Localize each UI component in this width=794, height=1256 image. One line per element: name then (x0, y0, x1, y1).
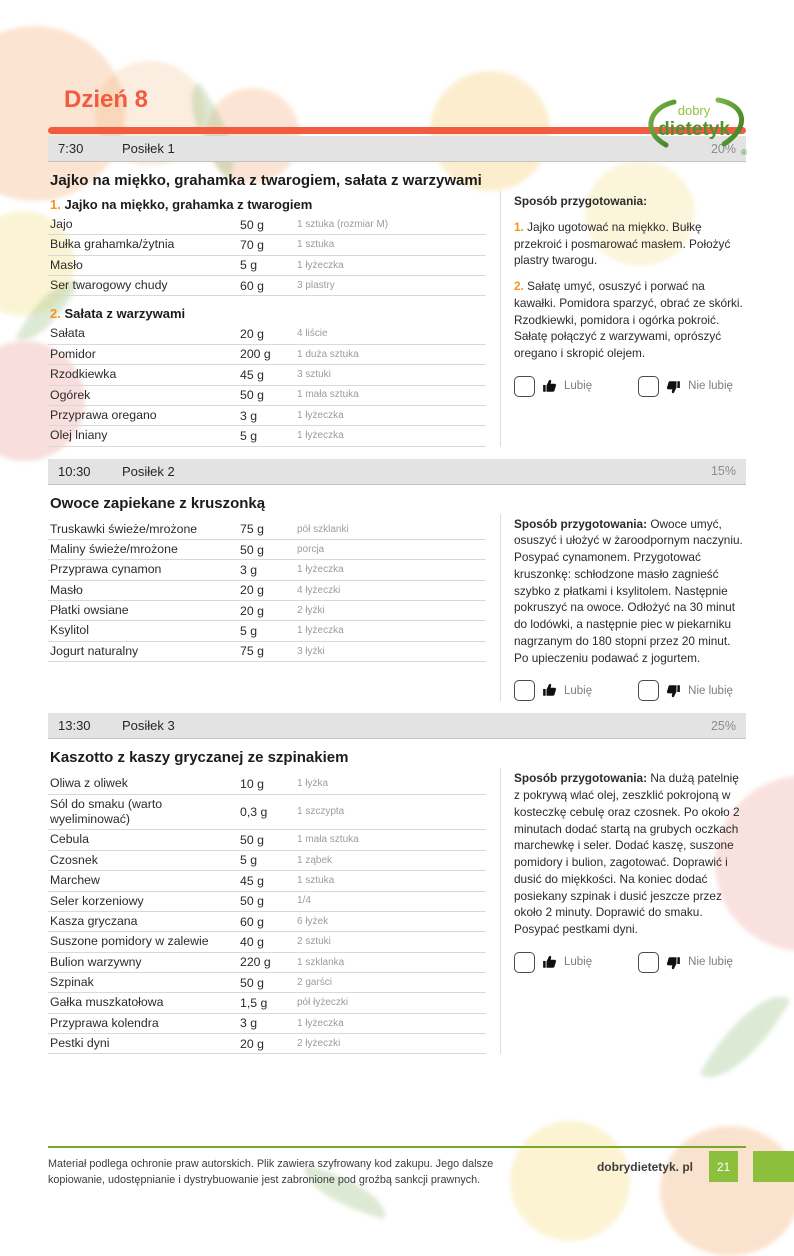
step-number: 2. (514, 279, 524, 293)
ingredient-amount: 45 g (240, 873, 264, 888)
subsection-name: Sałata z warzywami (64, 306, 186, 322)
ingredient-measure: 1 ząbek (297, 854, 333, 866)
ingredient-row (48, 345, 486, 365)
like-dislike-row (514, 680, 746, 701)
like-label: Lubię (564, 956, 593, 969)
thumbs-up-icon (542, 683, 557, 698)
green-edge-block (753, 1151, 794, 1182)
meal-time: 13:30 (58, 718, 91, 734)
ingredient-measure: 1 łyżeczka (297, 409, 344, 421)
ingredient-measure: 1 łyżeczka (297, 564, 344, 576)
ingredient-row (48, 871, 486, 891)
page-number-badge: 21 (709, 1151, 738, 1182)
ingredient-measure: 2 sztuki (297, 936, 331, 948)
ingredient-row (48, 426, 486, 446)
ingredient-amount: 3 g (240, 408, 258, 423)
ingredient-name: Rzodkiewka (50, 367, 117, 382)
ingredient-row (48, 932, 486, 952)
ingredient-measure: 2 łyżeczki (297, 1037, 341, 1049)
ingredient-name: Masło (50, 257, 83, 272)
thumbs-up-icon (542, 379, 557, 394)
ingredient-name: Przyprawa cynamon (50, 562, 162, 577)
like-checkbox[interactable] (514, 376, 535, 397)
ingredient-measure: 3 sztuki (297, 369, 331, 381)
ingredient-amount: 50 g (240, 894, 264, 909)
like-checkbox[interactable] (514, 680, 535, 701)
meal-section-3 (48, 713, 746, 1054)
logo-text-bottom: dietetyk (658, 119, 730, 140)
ingredient-measure: 1 szczypta (297, 806, 345, 818)
meal-section-2 (48, 459, 746, 702)
preparation-heading: Sposób przygotowania: (514, 516, 648, 531)
ingredient-row (48, 774, 486, 794)
ingredient-row (48, 520, 486, 540)
registered-mark: ® (741, 148, 747, 157)
ingredient-measure: 1 łyżeczka (297, 259, 344, 271)
ingredient-measure: 1 łyżeczka (297, 430, 344, 442)
ingredient-name: Suszone pomidory w zalewie (50, 934, 209, 949)
subsection-number: 2. (50, 306, 61, 322)
ingredient-amount: 200 g (240, 347, 271, 362)
like-group (514, 680, 592, 701)
ingredient-measure: 1 sztuka (297, 875, 335, 887)
ingredient-row (48, 365, 486, 385)
ingredient-measure: 3 plastry (297, 280, 335, 291)
ingredient-measure: 4 liście (297, 328, 328, 340)
ingredient-row (48, 386, 486, 406)
ingredient-amount: 1,5 g (240, 995, 268, 1010)
ingredients-table (48, 774, 486, 1054)
dislike-checkbox[interactable] (638, 680, 659, 701)
preparation-column (500, 514, 746, 702)
ingredient-name: Płatki owsiane (50, 603, 129, 618)
dislike-checkbox[interactable] (638, 952, 659, 973)
ingredient-name: Jajo (50, 217, 73, 231)
ingredient-row (48, 953, 486, 973)
ingredient-amount: 60 g (240, 278, 264, 293)
preparation-text (514, 516, 746, 667)
ingredient-name: Cebula (50, 832, 89, 847)
ingredient-measure: 1 duża sztuka (297, 348, 359, 360)
ingredient-name: Masło (50, 582, 83, 597)
preparation-heading: Sposób przygotowania: (514, 194, 648, 208)
ingredient-amount: 0,3 g (240, 805, 268, 820)
like-dislike-row (514, 376, 746, 397)
ingredient-amount: 20 g (240, 327, 264, 342)
ingredient-amount: 50 g (240, 388, 264, 403)
ingredient-row (48, 560, 486, 580)
dislike-label: Nie lubię (688, 380, 733, 393)
meal-header (48, 459, 746, 485)
subsection-heading (50, 197, 486, 212)
ingredient-row (48, 892, 486, 912)
step-text: Jajko ugotować na miękko. Bułkę przekroić i posmarować masłem. Położyć plastry twarogu. (514, 219, 731, 268)
ingredient-name: Szpinak (50, 974, 94, 989)
meal-section-1 (48, 136, 746, 447)
ingredient-name: Olej lniany (50, 428, 108, 443)
step-number: 1. (514, 219, 524, 234)
ingredient-name: Ksylitol (50, 623, 89, 638)
ingredient-measure: 1 sztuka (rozmiar M) (297, 218, 389, 230)
ingredient-name: Przyprawa kolendra (50, 1015, 159, 1030)
dislike-group (638, 952, 733, 973)
green-divider-line (48, 1146, 746, 1148)
like-group (514, 376, 592, 397)
ingredients-table (48, 215, 486, 296)
ingredient-amount: 20 g (240, 603, 264, 618)
diet-plan-page (0, 86, 794, 1054)
subsection-name: Jajko na miękko, grahamka z twarogiem (64, 197, 313, 212)
ingredient-name: Kasza gryczana (50, 913, 138, 928)
ingredient-name: Ser twarogowy chudy (50, 278, 168, 293)
ingredient-row (48, 276, 486, 296)
preparation-step (514, 219, 746, 269)
ingredient-name: Jogurt naturalny (50, 643, 139, 658)
ingredient-amount: 75 g (240, 644, 264, 659)
ingredient-amount: 20 g (240, 583, 264, 598)
ingredient-name: Gałka muszkatołowa (50, 995, 164, 1010)
like-checkbox[interactable] (514, 952, 535, 973)
ingredient-measure: 2 garści (297, 976, 333, 988)
ingredients-table (48, 520, 486, 663)
ingredients-column (48, 191, 500, 447)
ingredient-amount: 40 g (240, 934, 264, 949)
dislike-checkbox[interactable] (638, 376, 659, 397)
ingredient-name: Pestki dyni (50, 1036, 110, 1051)
ingredient-name: Bułka grahamka/żytnia (50, 237, 175, 252)
subsection-heading (50, 306, 486, 321)
ingredient-row (48, 235, 486, 255)
page-footer (0, 1146, 794, 1188)
ingredient-measure: pół łyżeczki (297, 997, 349, 1009)
meal-time: 7:30 (58, 141, 84, 156)
meal-percent: 25% (710, 718, 736, 733)
ingredient-row (48, 912, 486, 932)
ingredient-row (48, 406, 486, 426)
preparation-column (500, 768, 746, 1054)
ingredient-amount: 50 g (240, 217, 264, 232)
preparation-heading: Sposób przygotowania: (514, 771, 648, 786)
ingredient-amount: 3 g (240, 562, 258, 577)
dislike-label: Nie lubię (688, 956, 733, 969)
ingredient-amount: 60 g (240, 914, 264, 929)
ingredient-row (48, 973, 486, 993)
ingredient-name: Truskawki świeże/mrożone (50, 521, 198, 536)
meal-percent: 15% (710, 464, 736, 479)
ingredient-amount: 70 g (240, 238, 264, 253)
ingredient-row (48, 601, 486, 621)
ingredient-measure: 6 łyżek (297, 915, 329, 927)
dislike-label: Nie lubię (688, 684, 733, 697)
meal-label: Posiłek 1 (122, 141, 175, 156)
dislike-group (638, 680, 733, 701)
ingredient-measure: 4 łyżeczki (297, 584, 341, 596)
copyright-text: Materiał podlega ochronie praw autorskich. Plik zawiera szyfrowany kod zakupu. Jego dalsze kopiowanie, udostępnianie i dystrybuowanie jest zabronione pod groźbą sankcji prawnych. (48, 1158, 494, 1187)
preparation-step (514, 278, 746, 362)
ingredient-row (48, 830, 486, 850)
thumbs-down-icon (666, 955, 681, 970)
ingredient-amount: 50 g (240, 542, 264, 557)
ingredient-name: Bulion warzywny (50, 954, 142, 969)
ingredients-column (48, 514, 500, 702)
dobry-dietetyk-logo (638, 94, 750, 165)
meal-title: Jajko na miękko, grahamka z twarogiem, sałata z warzywami (50, 172, 482, 189)
subsection-number: 1. (50, 197, 61, 212)
ingredient-measure: 1 mała sztuka (297, 389, 359, 401)
ingredient-measure: 2 łyżki (297, 604, 325, 616)
ingredient-amount: 5 g (240, 853, 258, 868)
preparation-column (500, 191, 746, 447)
ingredient-amount: 5 g (240, 428, 258, 443)
ingredient-measure: 3 łyżki (297, 645, 325, 657)
site-name: dobrydietetyk. pl (596, 1160, 693, 1174)
ingredient-measure: 1 łyżeczka (297, 625, 344, 637)
ingredient-measure: 1 mała sztuka (297, 834, 359, 846)
meal-label: Posiłek 3 (122, 718, 175, 734)
ingredient-measure: 1/4 (297, 895, 311, 907)
page-title: Dzień 8 (64, 86, 149, 113)
meal-header (48, 713, 746, 739)
meal-time: 10:30 (58, 463, 91, 479)
ingredient-row (48, 1034, 486, 1054)
ingredient-row (48, 621, 486, 641)
ingredient-row (48, 851, 486, 871)
ingredient-measure: 1 szklanka (297, 956, 345, 968)
ingredient-measure: pół szklanki (297, 523, 349, 535)
ingredient-measure: 1 łyżeczka (297, 1017, 344, 1029)
ingredient-row (48, 324, 486, 344)
ingredient-row (48, 540, 486, 560)
ingredient-row (48, 993, 486, 1013)
ingredient-measure: porcja (297, 543, 325, 555)
ingredient-name: Oliwa z oliwek (50, 776, 128, 791)
ingredient-row (48, 795, 486, 831)
thumbs-down-icon (666, 683, 681, 698)
ingredient-row (48, 581, 486, 601)
dislike-group (638, 376, 733, 397)
meal-title: Owoce zapiekane z kruszonką (50, 494, 266, 512)
meal-label: Posiłek 2 (122, 463, 175, 479)
ingredient-name: Pomidor (50, 346, 96, 361)
ingredient-row (48, 256, 486, 276)
ingredient-amount: 3 g (240, 1016, 258, 1031)
preparation-body: Owoce umyć, osuszyć i ułożyć w żaroodpornym naczyniu. Posypać cynamonem. Przygotować kruszonkę: schłodzone masło zagnieść szybko z płatkami i ksylitolem. Następnie pokruszyć na owoce. Odłożyć na 30 minut do lodówki, a następnie piec w piekarniku nagrzanym do 180 stopni przez 20 minut. Po upieczeniu podawać z jogurtem. (514, 516, 743, 665)
step-text: Sałatę umyć, osuszyć i porwać na kawałki. Pomidora sparzyć, obrać ze skórki. Rzodkiewki, pomidora i ogórka pokroić. Sałatę połączyć z warzywami, oprószyć oregano i skropić olejem. (514, 279, 743, 360)
ingredient-amount: 5 g (240, 624, 258, 639)
ingredient-name: Sałata (50, 326, 85, 341)
ingredient-measure: 1 sztuka (297, 239, 335, 251)
ingredients-column (48, 768, 500, 1054)
thumbs-down-icon (666, 379, 681, 394)
ingredient-row (48, 1014, 486, 1034)
ingredient-amount: 10 g (240, 777, 264, 792)
preparation-text (514, 770, 746, 938)
ingredient-amount: 5 g (240, 258, 258, 273)
ingredient-amount: 50 g (240, 833, 264, 848)
like-label: Lubię (564, 684, 593, 697)
preparation-steps (514, 219, 746, 362)
ingredient-row (48, 215, 486, 235)
ingredient-row (48, 642, 486, 662)
logo-text-top: dobry (677, 103, 711, 118)
ingredient-amount: 50 g (240, 975, 264, 990)
like-group (514, 952, 592, 973)
preparation-body: Na dużą patelnię z pokrywą wlać olej, zeszklić pokrojoną w kosteczkę cebulę oraz czosnek. Po około 2 minutach dodać startą na grubych oczkach marchewkę i seler. Dodać kaszę, suszone pomidory i bulion, zagotować. Doprawić i dusić do miękkości. Na koniec dodać posiekany szpinak i dusić jeszcze przez około 2 minuty. Doprawić do smaku. Posypać pestkami dyni. (514, 771, 740, 937)
ingredient-name: Ogórek (50, 387, 91, 402)
ingredient-amount: 45 g (240, 367, 264, 382)
ingredient-name: Maliny świeże/mrożone (50, 541, 178, 556)
ingredient-name: Seler korzeniowy (50, 893, 144, 908)
ingredient-measure: 1 łyżka (297, 778, 329, 790)
ingredient-name: Marchew (50, 873, 100, 888)
ingredient-name: Przyprawa oregano (50, 407, 157, 422)
meal-title: Kaszotto z kaszy gryczanej ze szpinakiem (50, 749, 349, 767)
ingredient-amount: 20 g (240, 1036, 264, 1051)
logo-swoosh-icon (638, 94, 750, 160)
like-dislike-row (514, 952, 746, 973)
ingredients-table (48, 324, 486, 446)
meal-percent: 20% (710, 141, 736, 156)
ingredient-amount: 220 g (240, 955, 271, 970)
like-label: Lubię (564, 380, 593, 393)
thumbs-up-icon (542, 955, 557, 970)
ingredient-amount: 75 g (240, 522, 264, 537)
ingredient-name: Czosnek (50, 852, 98, 867)
ingredient-name: Sól do smaku (warto wyeliminować) (50, 796, 163, 827)
